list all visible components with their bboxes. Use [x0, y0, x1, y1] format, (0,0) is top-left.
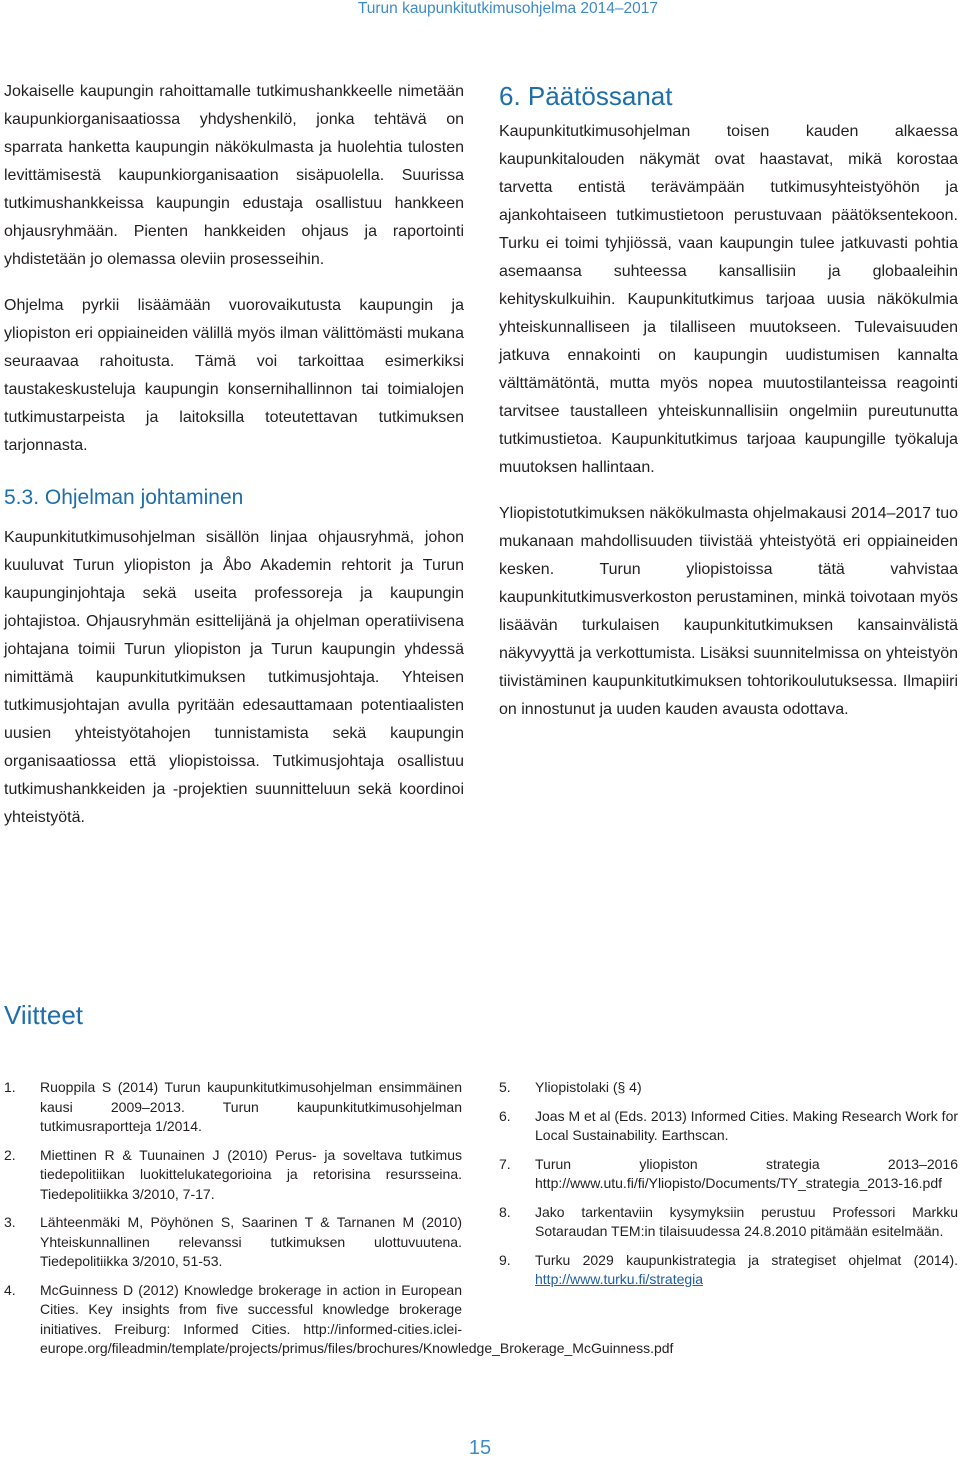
- body-paragraph: Kaupunkitutkimusohjelman sisällön linjaa ohjausryhmä, johon kuuluvat Turun yliopiston ja Åbo Akademin rehtorit ja Turun kaupunginjohtaja sekä useita professoreja ja kaupungin johtajistoa. Ohjausryhmän esittelijänä ja ohjelman operatiivisena johtajana toimii Turun yliopiston ja Turun kaupungin yhdessä nimittämä kaupunkitutkimuksen tutkimusjohtaja. Yhteisen tutkimusjohtajan avulla pyritään edesauttamaan potentiaalisten uusien yhteistyötahojen tunnistamista sekä kaupungin organisaatiossa että yliopistoissa. Tutkimusjohtaja osallistuu tutkimushankkeiden ja -projektien suunnitteluun sekä koordinoi yhteistyötä.: [4, 529, 464, 826]
- section-heading: 5.3. Ohjelman johtaminen: [4, 486, 244, 509]
- reference-item: 1. Ruoppila S (2014) Turun kaupunkitutkimusohjelman ensimmäinen kausi 2009–2013. Turun kaupunkitutkimusohjelman tutkimusraportteja 1/2014.: [4, 1079, 462, 1134]
- section-heading: 6. Päätössanat: [499, 81, 673, 111]
- reference-item: 5. Yliopistolaki (§ 4): [499, 1079, 642, 1095]
- running-header: [0, 0, 960, 22]
- reference-item: 4. McGuinness D (2012) Knowledge brokerage in action in European Cities. Key insights from five successful knowledge brokerage initiatives. Freiburg: Informed Cities. http://informed-cities.iclei-europe.org/fileadmin/template/projects/primus/files/brochures/Knowledge_Brokerage_McGuinness.pdf: [4, 1281, 674, 1356]
- strategy-link[interactable]: http://www.turku.fi/strategia: [535, 1271, 704, 1287]
- references-heading: Viitteet: [4, 1000, 84, 1030]
- reference-item: 8. Jako tarkentaviin kysymyksiin perustuu Professori Markku Sotaraudan TEM:in tilaisuudessa 24.8.2010 pitämään esitelmään.: [499, 1203, 958, 1239]
- body-paragraph: Yliopistotutkimuksen näkökulmasta ohjelmakausi 2014–2017 tuo mukanaan mahdollisuuden tiivistää yhteistyötä eri oppiaineiden kesken. Turun yliopistoissa tätä vahvistaa kaupunkitutkimusverkoston perustaminen, minkä toivotaan myös lisäävän turkulaisen kaupunkitutkimuksen kansainvälistä näkyvyyttä ja verkottumista. Lisäksi suunnitelmissa on yhteistyön tiivistäminen kaupunkitutkimuksen tohtorikoulutuksessa. Ilmapiiri on innostunut ja uuden kauden avausta odottava.: [499, 505, 958, 718]
- reference-item: 3. Lähteenmäki M, Pöyhönen S, Saarinen T & Tarnanen M (2010) Yhteiskunnallinen relevanssi tutkimuksen ulottuvuutena. Tiedepolitiikka 3/2010, 51-53.: [4, 1214, 462, 1269]
- reference-item: 9. Turku 2029 kaupunkistrategia ja strategiset ohjelmat (2014). http://www.turku.fi/strategia: [499, 1251, 958, 1287]
- left-column: [4, 78, 464, 832]
- reference-item: 7. Turun yliopiston strategia 2013–2016 http://www.utu.fi/fi/Yliopisto/Documents/TY_strategia_2013-16.pdf: [499, 1155, 958, 1191]
- reference-item: 2. Miettinen R & Tuunainen J (2010) Perus- ja soveltava tutkimus tiedepolitiikan luokittelukategorioina ja retorisina resursseina. Tiedepolitiikka 3/2010, 7-17.: [4, 1146, 462, 1202]
- right-column: [499, 78, 958, 724]
- header-title: Turun kaupunkitutkimusohjelma 2014–2017: [357, 0, 658, 17]
- references-list-right: [499, 1078, 958, 1299]
- body-paragraph: Kaupunkitutkimusohjelman toisen kauden alkaessa kaupunkitalouden näkymät ovat haastavat, mikä korostaa tarvetta entistä terävämpään tutkimusyhteistyöhön ja ajankohtaiseen tutkimustietoon perustuvaan päätöksentekoon. Turku ei toimi tyhjiössä, vaan kaupungin tulee jatkuvasti pohtia asemaansa suhteessa kansallisiin ja globaaleihin kehityskulkuihin. Kaupunkitutkimus tarjoaa uusia näkökulmia yhteiskunnalliseen ja tilalliseen muutokseen. Tulevaisuuden jatkuva ennakointi on kaupungin uudistumisen kannalta välttämätöntä, mutta myös nopea muutostilanteissa reagointi tarvitsee taustalleen yhteiskunnallisiin ongelmiin pureutunutta tutkimustietoa. Kaupunkitutkimus tarjoaa kaupungille työkaluja muutoksen hallintaan.: [499, 123, 958, 476]
- body-paragraph: Ohjelma pyrkii lisäämään vuorovaikutusta kaupungin ja yliopiston eri oppiaineiden välillä myös ilman välittömästi mukana seuraavaa rahoitusta. Tämä voi tarkoittaa esimerkiksi taustakeskusteluja kaupungin konsernihallinnon tai toimialojen tutkimustarpeista ja laitoksilla toteutettavan tutkimuksen tarjonnasta.: [4, 297, 464, 454]
- body-paragraph: Jokaiselle kaupungin rahoittamalle tutkimushankkeelle nimetään kaupunkiorganisaatiossa yhdyshenkilö, jonka tehtävä on sparrata hanketta kaupungin näkökulmasta ja huolehtia tulosten levittämisestä kaupunkiorganisaation sisäpuolella. Suurissa tutkimushankkeissa kaupungin edustaja osallistuu hankkeen ohjausryhmään. Pienten hankkeiden ohjaus ja raportointi yhdistetään jo olemassa oleviin prosesseihin.: [4, 83, 464, 268]
- reference-item: 6. Joas M et al (Eds. 2013) Informed Cities. Making Research Work for Local Sustainability. Earthscan.: [499, 1107, 959, 1143]
- page-number: 15: [468, 1437, 492, 1459]
